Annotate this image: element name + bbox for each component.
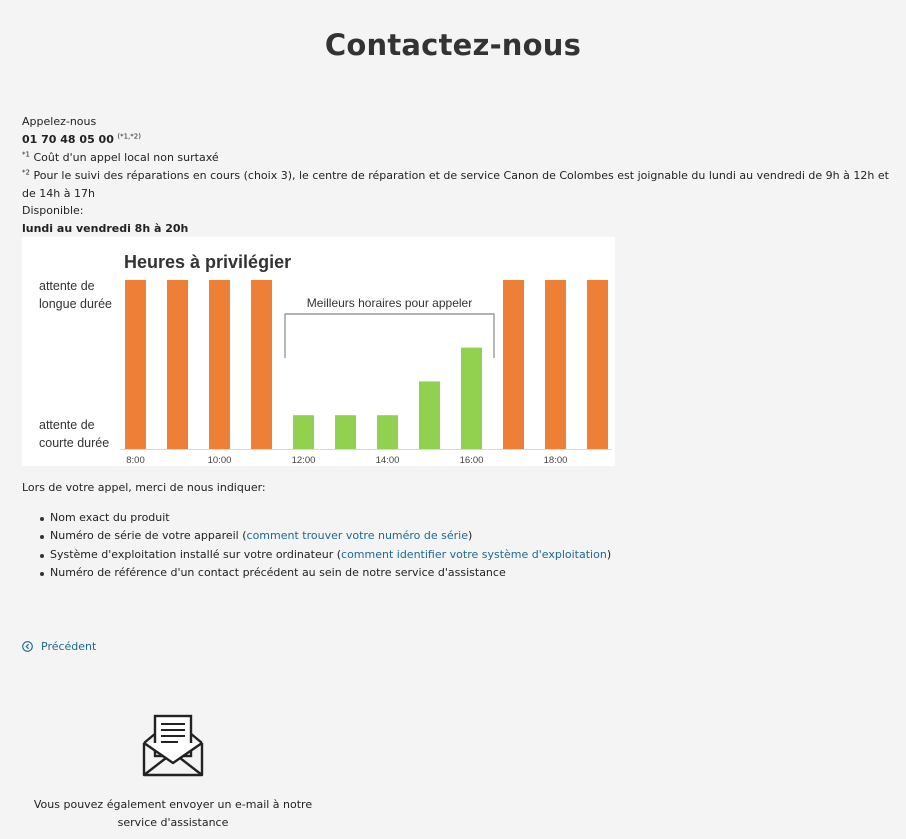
availability-section [22, 202, 188, 238]
email-text-line1: Vous pouvez également envoyer un e-mail à notre [33, 798, 313, 811]
list-item-text-after: ) [606, 547, 612, 561]
chart-bar [251, 280, 272, 449]
list-item-reference [38, 564, 611, 582]
list-item-text: Numéro de référence d'un contact précédent au sein de notre service d'assistance [50, 565, 506, 579]
chart-bar [545, 280, 566, 449]
footnote-1-marker: *1 [22, 150, 30, 159]
chart-svg [22, 237, 615, 466]
call-section [22, 113, 906, 203]
best-hours-chart [22, 237, 615, 466]
chart-tick-label: 14:00 [375, 455, 400, 466]
serial-number-help-link[interactable]: comment trouver votre numéro de série [246, 529, 469, 543]
chart-ylabel-bottom-line2: courte durée [39, 436, 110, 450]
chart-bar [167, 280, 188, 449]
back-link[interactable] [22, 640, 96, 653]
chart-ylabel-bottom-line1: attente de [39, 418, 95, 432]
footnote-1 [22, 149, 906, 167]
call-heading: Appelez-nous [22, 115, 97, 128]
availability-label: Disponible: [22, 204, 84, 217]
instructions-intro: Lors de votre appel, merci de nous indiquer: [22, 481, 266, 494]
phone-number[interactable]: 01 70 48 05 00 [22, 133, 114, 146]
phone-line [22, 131, 906, 149]
envelope-letter-icon[interactable] [142, 713, 204, 777]
chart-bar [419, 381, 440, 449]
list-item-text: Nom exact du produit [50, 511, 170, 524]
chart-annotation: Meilleurs horaires pour appeler [306, 296, 473, 310]
footnote-2-marker: *2 [22, 168, 30, 177]
list-item-text-after: ) [468, 529, 473, 543]
chevron-left-circle-icon [22, 641, 33, 652]
footnote-1-text: Coût d'un appel local non surtaxé [33, 151, 219, 164]
footnote-2 [22, 167, 906, 203]
chart-bar [293, 415, 314, 449]
footnote-2-text: Pour le suivi des réparations en cours (choix 3), le centre de réparation et de service Canon de Colombes est joignable du lundi au vendredi de 9h à 12h et de 14h à 17h [22, 169, 889, 200]
back-link-label: Précédent [41, 640, 97, 653]
email-section [22, 713, 324, 832]
chart-ylabel-top-line1: attente de [39, 279, 95, 293]
instructions-list [38, 509, 611, 582]
chart-ticks [126, 455, 567, 466]
email-text [22, 796, 324, 832]
chart-tick-label: 16:00 [459, 455, 484, 466]
list-item-text: Système d'exploitation installé sur votre ordinateur ( [50, 547, 342, 561]
chart-bar [377, 415, 398, 449]
chart-bar [209, 280, 230, 449]
phone-footnote-ref: (*1,*2) [117, 132, 141, 141]
page-title: Contactez-nous [324, 28, 582, 62]
chart-bar [587, 280, 608, 449]
email-text-line2[interactable]: service d'assistance [117, 816, 229, 829]
chart-bar [503, 280, 524, 449]
chart-tick-label: 18:00 [543, 455, 568, 466]
chart-bar [461, 348, 482, 449]
chart-bar [335, 415, 356, 449]
chart-ylabel-top-line2: longue durée [39, 297, 112, 311]
list-item-os [38, 546, 611, 564]
os-help-link[interactable]: comment identifier votre système d'exploitation [341, 547, 607, 561]
chart-tick-label: 12:00 [291, 455, 316, 466]
chart-bar [125, 280, 146, 449]
chart-title: Heures à privilégier [124, 252, 292, 272]
chart-tick-label: 8:00 [126, 455, 145, 466]
chart-tick-label: 10:00 [207, 455, 232, 466]
list-item-text: Numéro de série de votre appareil ( [50, 529, 247, 543]
availability-hours: lundi au vendredi 8h à 20h [22, 222, 189, 235]
list-item-product [38, 509, 611, 527]
list-item-serial [38, 527, 611, 545]
